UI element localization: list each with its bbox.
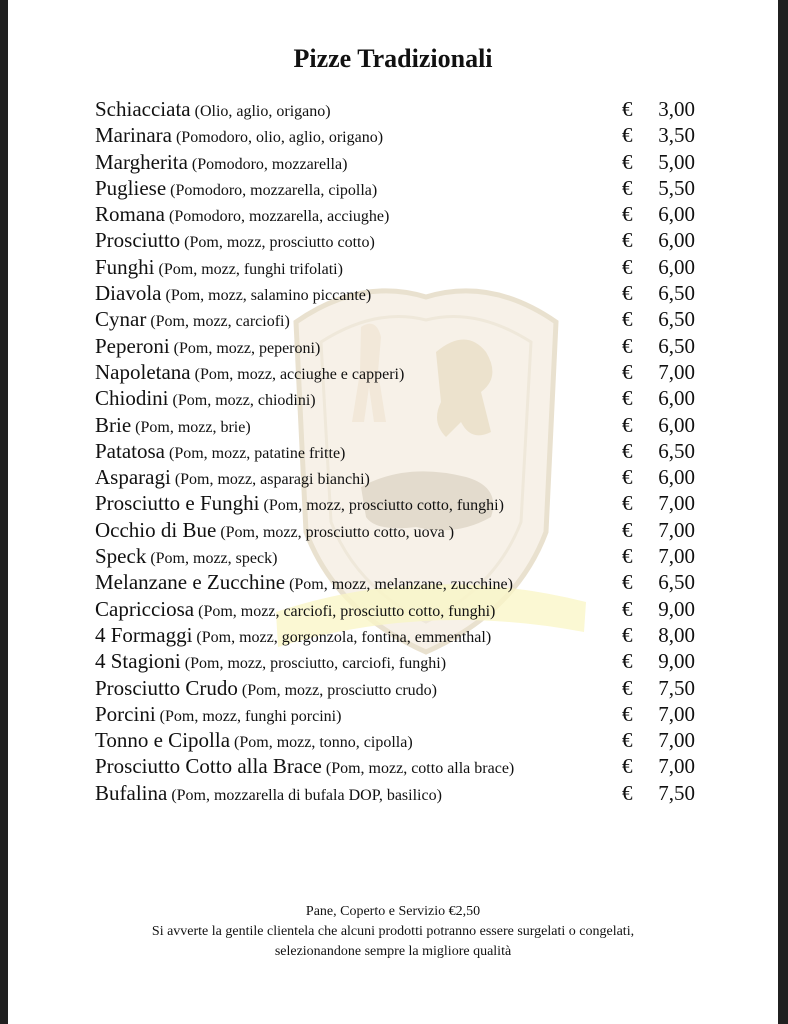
euro-sign: € [622, 386, 633, 411]
pizza-name: Tonno e Cipolla [95, 728, 231, 753]
pizza-ingredients: (Pom, mozz, peperoni) [173, 339, 321, 357]
pizza-price: 7,00 [658, 754, 695, 779]
pizza-ingredients: (Pom, mozz, prosciutto, carciofi, funghi) [184, 655, 447, 673]
menu-item [95, 727, 695, 753]
page-title: Pizze Tradizionali [293, 44, 493, 73]
euro-sign: € [622, 359, 633, 384]
menu-item [95, 175, 695, 201]
pizza-price: 5,00 [658, 149, 695, 174]
pizza-menu-list [95, 96, 695, 806]
pizza-price: 7,00 [658, 544, 695, 569]
pizza-ingredients: (Pom, mozz, gorgonzola, fontina, emmenthal) [196, 628, 492, 646]
pizza-price: 7,00 [658, 517, 695, 542]
pizza-name: Porcini [95, 701, 156, 726]
euro-sign: € [622, 438, 633, 463]
pizza-price: 7,50 [658, 780, 695, 805]
menu-item [95, 122, 695, 148]
footer-cover-charge: Pane, Coperto e Servizio €2,50 [305, 904, 481, 919]
euro-sign: € [622, 596, 633, 621]
pizza-ingredients: (Pom, mozz, tonno, cipolla) [234, 734, 413, 752]
menu-item [95, 333, 695, 359]
pizza-ingredients: (Pom, mozz, acciughe e capperi) [194, 365, 405, 383]
pizza-price: 7,00 [658, 728, 695, 753]
menu-item [95, 569, 695, 595]
euro-sign: € [622, 307, 633, 332]
pizza-ingredients: (Pom, mozz, carciofi) [150, 313, 290, 331]
pizza-price: 6,00 [658, 254, 695, 279]
pizza-price: 6,00 [658, 386, 695, 411]
menu-item [95, 359, 695, 385]
pizza-name: 4 Stagioni [95, 649, 181, 674]
pizza-price: 9,00 [658, 596, 695, 621]
pizza-name: Pugliese [95, 175, 167, 200]
menu-item [95, 753, 695, 779]
pizza-name: Marinara [95, 123, 172, 148]
pizza-price: 6,50 [658, 281, 695, 306]
pizza-name: Cynar [95, 307, 147, 332]
pizza-price: 6,00 [658, 412, 695, 437]
menu-item [95, 438, 695, 464]
euro-sign: € [622, 465, 633, 490]
pizza-name: Speck [95, 544, 147, 569]
pizza-ingredients: (Pomodoro, mozzarella, cipolla) [170, 181, 378, 199]
pizza-ingredients: (Pom, mozz, prosciutto crudo) [241, 681, 437, 699]
euro-sign: € [622, 649, 633, 674]
euro-sign: € [622, 491, 633, 516]
pizza-name: Prosciutto Crudo [95, 675, 238, 700]
pizza-price: 6,00 [658, 465, 695, 490]
menu-item [95, 306, 695, 332]
pizza-name: Romana [95, 202, 165, 227]
pizza-price: 6,00 [658, 202, 695, 227]
menu-item [95, 149, 695, 175]
pizza-ingredients: (Pom, mozz, brie) [135, 418, 251, 436]
pizza-price: 6,50 [658, 438, 695, 463]
pizza-name: Peperoni [95, 333, 170, 358]
euro-sign: € [622, 228, 633, 253]
pizza-price: 8,00 [658, 622, 695, 647]
euro-sign: € [622, 412, 633, 437]
euro-sign: € [622, 622, 633, 647]
pizza-name: Margherita [95, 149, 188, 174]
euro-sign: € [622, 175, 633, 200]
euro-sign: € [622, 254, 633, 279]
euro-sign: € [622, 728, 633, 753]
pizza-ingredients: (Pom, mozz, prosciutto cotto) [184, 234, 375, 252]
pizza-ingredients: (Pom, mozz, prosciutto cotto, uova ) [220, 523, 455, 541]
footer-frozen-notice: Si avverte la gentile clientela che alcuni prodotti potranno essere surgelati o congelati, [151, 924, 635, 939]
euro-sign: € [622, 149, 633, 174]
pizza-price: 5,50 [658, 175, 695, 200]
euro-sign: € [622, 97, 633, 121]
pizza-name: Prosciutto e Funghi [95, 491, 260, 516]
pizza-ingredients: (Pomodoro, olio, aglio, origano) [175, 129, 384, 147]
pizza-name: Chiodini [95, 386, 169, 411]
pizza-ingredients: (Pom, mozz, funghi porcini) [159, 707, 342, 725]
pizza-name: Prosciutto Cotto alla Brace [95, 754, 322, 779]
pizza-price: 6,50 [658, 307, 695, 332]
menu-item [95, 622, 695, 648]
pizza-price: 6,50 [658, 570, 695, 595]
pizza-ingredients: (Pom, mozzarella di bufala DOP, basilico) [171, 786, 442, 804]
menu-item [95, 412, 695, 438]
pizza-price: 3,00 [658, 97, 695, 121]
menu-item [95, 701, 695, 727]
pizza-price: 7,50 [658, 675, 695, 700]
pizza-name: Brie [95, 412, 132, 437]
pizza-price: 6,50 [658, 333, 695, 358]
pizza-ingredients: (Pomodoro, mozzarella) [191, 155, 348, 173]
pizza-name: Funghi [95, 254, 155, 279]
pizza-ingredients: (Pom, mozz, salamino piccante) [165, 287, 372, 305]
pizza-name: Melanzane e Zucchine [95, 570, 286, 595]
pizza-name: 4 Formaggi [95, 622, 193, 647]
euro-sign: € [622, 281, 633, 306]
pizza-ingredients: (Pom, mozz, melanzane, zucchine) [289, 576, 513, 594]
menu-item [95, 596, 695, 622]
pizza-name: Occhio di Bue [95, 517, 217, 542]
pizza-price: 7,00 [658, 701, 695, 726]
pizza-price: 3,50 [658, 123, 695, 148]
pizza-price: 9,00 [658, 649, 695, 674]
euro-sign: € [622, 754, 633, 779]
menu-item [95, 201, 695, 227]
pizza-name: Asparagi [95, 465, 171, 490]
menu-item [95, 96, 695, 122]
pizza-ingredients: (Pom, mozz, speck) [150, 550, 278, 568]
euro-sign: € [622, 544, 633, 569]
menu-item [95, 280, 695, 306]
pizza-name: Schiacciata [95, 97, 191, 121]
pizza-ingredients: (Pom, mozz, funghi trifolati) [158, 260, 343, 278]
pizza-name: Diavola [95, 281, 162, 306]
pizza-name: Bufalina [95, 780, 168, 805]
pizza-ingredients: (Pom, mozz, chiodini) [172, 392, 316, 410]
euro-sign: € [622, 780, 633, 805]
footer-notes [8, 902, 778, 962]
menu-item [95, 780, 695, 806]
menu-item [95, 254, 695, 280]
euro-sign: € [622, 675, 633, 700]
menu-item [95, 675, 695, 701]
pizza-ingredients: (Pom, mozz, cotto alla brace) [325, 760, 515, 778]
menu-item [95, 227, 695, 253]
menu-item [95, 517, 695, 543]
pizza-name: Prosciutto [95, 228, 181, 253]
menu-item [95, 385, 695, 411]
menu-item [95, 490, 695, 516]
euro-sign: € [622, 517, 633, 542]
pizza-ingredients: (Pom, mozz, prosciutto cotto, funghi) [263, 497, 504, 515]
pizza-price: 7,00 [658, 491, 695, 516]
pizza-ingredients: (Pom, mozz, asparagi bianchi) [174, 471, 370, 489]
menu-item [95, 543, 695, 569]
pizza-price: 6,00 [658, 228, 695, 253]
pizza-name: Patatosa [95, 438, 165, 463]
pizza-ingredients: (Pomodoro, mozzarella, acciughe) [168, 208, 390, 226]
pizza-ingredients: (Pom, mozz, carciofi, prosciutto cotto, funghi) [198, 602, 496, 620]
footer-quality-note: selezionandone sempre la migliore qualità [274, 944, 512, 959]
euro-sign: € [622, 123, 633, 148]
pizza-ingredients: (Olio, aglio, origano) [194, 103, 331, 120]
pizza-name: Capricciosa [95, 596, 195, 621]
menu-item [95, 464, 695, 490]
pizza-name: Napoletana [95, 359, 191, 384]
euro-sign: € [622, 701, 633, 726]
euro-sign: € [622, 570, 633, 595]
pizza-price: 7,00 [658, 359, 695, 384]
menu-item [95, 648, 695, 674]
menu-page [8, 0, 778, 1024]
pizza-ingredients: (Pom, mozz, patatine fritte) [168, 444, 346, 462]
euro-sign: € [622, 202, 633, 227]
euro-sign: € [622, 333, 633, 358]
